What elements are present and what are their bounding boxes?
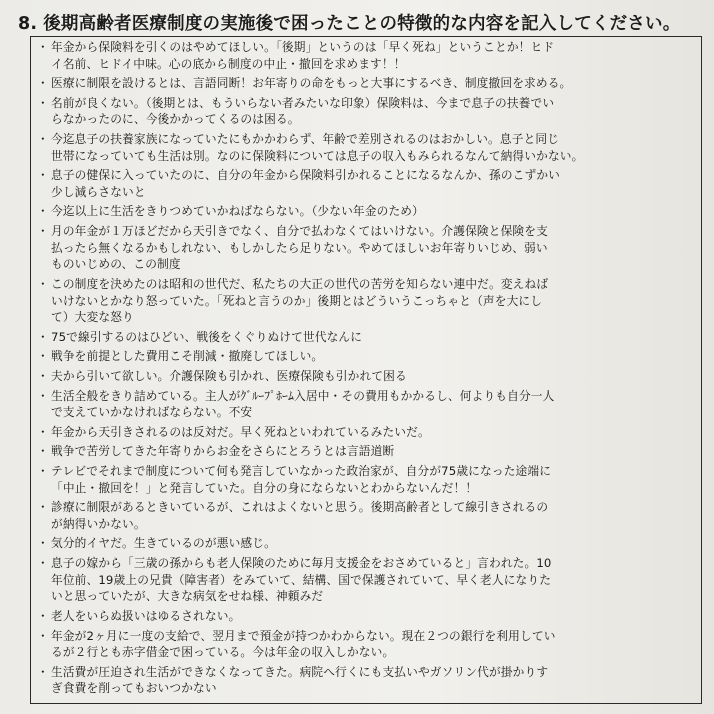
response-item (35, 388, 693, 421)
bullet-mark: ・ (37, 95, 49, 110)
response-line: 息子の嫁から「三歳の孫からも老人保険のために毎月支援金をおさめていると」言われた。10 (51, 556, 552, 571)
response-item (35, 203, 693, 220)
bullet-mark: ・ (37, 76, 49, 91)
response-line: 生活全般をきり詰めている。主人がｸﾞﾙｰﾌﾟﾎｰﾑ入居中・その費用もかかるし、何よりも自分一人 (51, 388, 555, 403)
response-line: 少し減らさないと (51, 184, 146, 199)
response-line: て）大変な怒り (51, 310, 134, 325)
response-line: 名前が良くない。（後期とは、もういらない者みたいな印象）保険料は、今まで息子の扶養でい (51, 95, 555, 110)
bullet-mark: ・ (37, 464, 49, 479)
response-line: 「中止・撤回を！」と発言していた。自分の身にならないとわからないんだ！！ (51, 480, 478, 495)
response-line: 今迄以上に生活をきりつめていかねばならない。（少ない年金のため） (51, 204, 424, 219)
response-line: 年位前、19歳上の兄貴（障害者）をみていて、結構、国で保護されていて、早く老人になりた (51, 572, 552, 587)
bullet-mark: ・ (37, 349, 49, 364)
response-line: いと思っていたが、大きな病気をせね様、神頼みだ (51, 589, 324, 604)
response-line: 世帯になっていても生活は別。なのに保険料については息子の収入もみられるなんて納得いかない。 (51, 148, 584, 163)
response-item (35, 39, 693, 72)
bullet-mark: ・ (37, 40, 49, 54)
response-line: 戦争で苦労してきた年寄りからお金をさらにとろうとは言語道断 (51, 444, 395, 459)
response-line: 診療に制限があるときいているが、これはよくないと思う。後期高齢者として線引きされるの (51, 500, 549, 515)
response-line: テレビでそれまで制度について何も発言していなかった政治家が、自分が75歳になった途端に (51, 464, 552, 479)
response-item (35, 443, 693, 460)
response-line: いけないとかなり怒っていた。「死ねと言うのか」後期とはどういうこっちゃと（声を大にし (51, 293, 543, 308)
response-line: 生活費が圧迫され生活ができなくなってきた。病院へ行くにも支払いやガソリン代が掛かりす (51, 664, 549, 679)
response-line: るが２行とも赤字借金で困っている。今は年金の収入しかない。 (51, 645, 395, 660)
response-item (35, 535, 693, 552)
response-line: 75で線引するのはひどい、戦後をくぐりぬけて世代なんに (51, 329, 363, 344)
response-line: が納得いかない。 (51, 516, 146, 531)
response-line: 医療に制限を設けるとは、言語同断！お年寄りの命をもっと大事にするべき、制度撤回を求める。 (51, 76, 572, 91)
response-item (35, 664, 693, 697)
response-item (35, 628, 693, 661)
bullet-mark: ・ (37, 444, 49, 459)
bullet-mark: ・ (37, 424, 49, 439)
bullet-mark: ・ (37, 536, 49, 551)
response-item (35, 499, 693, 532)
bullet-mark: ・ (37, 556, 49, 571)
response-line: らなかったのに、今後かかってくるのは困る。 (51, 112, 300, 127)
response-item (35, 368, 693, 385)
response-line: で支えていかなければならない。不安 (51, 405, 253, 420)
response-line: 気分的イヤだ。生きているのが悪い感じ。 (51, 536, 276, 551)
response-line: 夫から引いて欲しい。介護保険も引かれ、医療保険も引かれて困る (51, 368, 407, 383)
response-item (35, 348, 693, 365)
response-line: 年金から保険料を引くのはやめてほしい。「後期」というのは「早く死ね」ということか！ヒド (51, 40, 555, 54)
response-item (35, 276, 693, 326)
response-item (35, 167, 693, 200)
question-number: 8. (18, 14, 38, 34)
bullet-mark: ・ (37, 368, 49, 383)
response-item (35, 608, 693, 625)
responses-box (30, 36, 702, 704)
bullet-mark: ・ (37, 276, 49, 291)
response-line: 年金から天引きされるのは反対だ。早く死ねといわれているみたいだ。 (51, 424, 430, 439)
bullet-mark: ・ (37, 664, 49, 679)
bullet-mark: ・ (37, 608, 49, 623)
response-item (35, 223, 693, 273)
response-item (35, 424, 693, 441)
response-line: ものいじめの、この制度 (51, 257, 181, 272)
response-line: 老人をいらぬ扱いはゆるされない。 (51, 608, 241, 623)
response-line: 払ったら無くなるかもしれない、もしかしたら足りない。やめてほしいお年寄りいじめ、弱い (51, 240, 548, 255)
response-line: ぎ食費を削ってもおいつかない (51, 681, 217, 696)
bullet-mark: ・ (37, 204, 49, 219)
response-line: 息子の健保に入っていたのに、自分の年金から保険料引かれることになるなんか、孫のこずかい (51, 168, 561, 183)
question-heading (18, 10, 708, 35)
response-line: 今迄息子の扶養家族になっていたにもかかわらず、年齢で差別されるのはおかしい。息子と同じ (51, 132, 560, 147)
response-line: イ名前、ヒドイ中味。心の底から制度の中止・撤回を求めます！！ (51, 56, 406, 71)
bullet-mark: ・ (37, 500, 49, 515)
bullet-mark: ・ (37, 388, 49, 403)
bullet-mark: ・ (37, 224, 49, 239)
response-item (35, 463, 693, 496)
bullet-mark: ・ (37, 132, 49, 147)
response-item (35, 131, 693, 164)
bullet-mark: ・ (37, 628, 49, 643)
bullet-mark: ・ (37, 168, 49, 183)
response-line: 年金が2ヶ月に一度の支給で、翌月まで預金が持つかわからない。現在２つの銀行を利用してい (51, 628, 556, 643)
response-item (35, 95, 693, 128)
bullet-mark: ・ (37, 329, 49, 344)
response-line: 月の年金が１万ほどだから天引きでなく、自分で払わなくてはいけない。介護保険と保険を支 (51, 224, 548, 239)
question-title: 後期高齢者医療制度の実施後で困ったことの特徴的な内容を記入してください。 (43, 14, 681, 34)
response-line: この制度を決めたのは昭和の世代だ、私たちの大正の世代の苦労を知らない連中だ。変えねば (51, 276, 549, 291)
response-item (35, 75, 693, 92)
response-line: 戦争を前提とした費用こそ削減・撤廃してほしい。 (51, 349, 324, 364)
response-item (35, 555, 693, 605)
response-item (35, 329, 693, 346)
